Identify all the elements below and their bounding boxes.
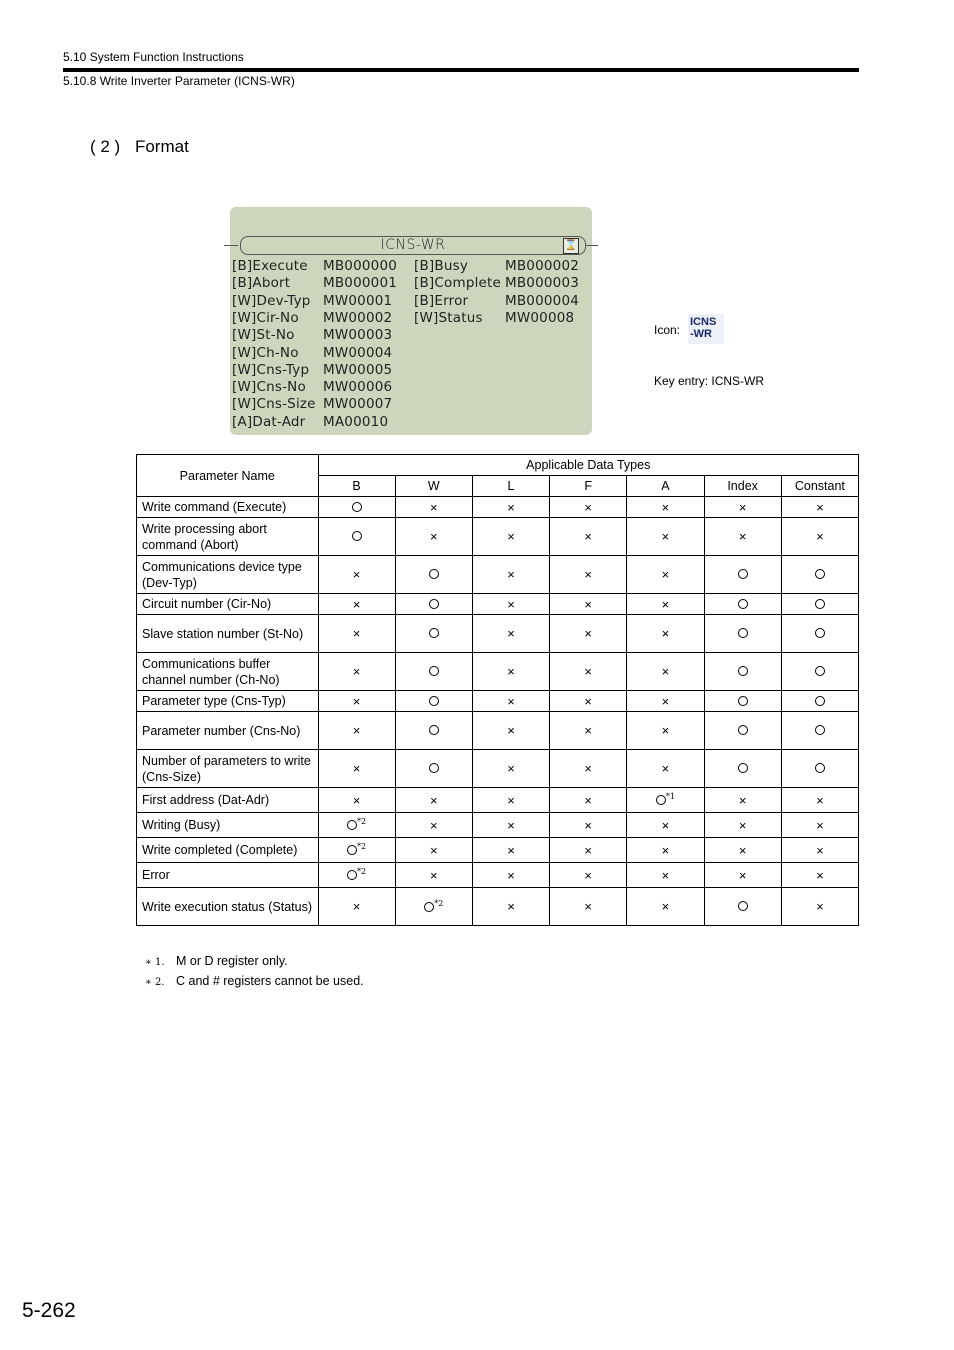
not-allowed-cross-icon: × [738, 529, 747, 544]
data-types-table [136, 454, 859, 926]
type-cell [395, 750, 472, 788]
not-allowed-cross-icon: × [661, 817, 670, 833]
ladder-input-register: MW00006 [323, 379, 393, 396]
allowed-circle-icon [738, 666, 748, 676]
type-cell [472, 556, 549, 594]
icns-wr-icon [688, 314, 724, 344]
type-cell [550, 813, 627, 838]
not-allowed-cross-icon: × [661, 664, 670, 679]
type-cell [395, 838, 472, 863]
footnote-ref: *1 [665, 792, 675, 802]
allowed-circle-icon [815, 666, 825, 676]
column-header-f: F [550, 476, 627, 497]
not-allowed-cross-icon: × [507, 792, 515, 808]
header-subsection: 5.10.8 Write Inverter Parameter (ICNS-WR) [63, 74, 295, 88]
ladder-input-register: MW00007 [323, 396, 393, 413]
not-allowed-cross-icon: × [584, 817, 592, 833]
hourglass-icon: ⌛ [563, 238, 579, 254]
type-cell [627, 888, 704, 926]
ladder-input-label: [W]Cns-No [232, 379, 306, 396]
type-cell [627, 838, 704, 863]
type-cell [472, 863, 549, 888]
type-cell [627, 653, 704, 691]
allowed-circle-icon [429, 666, 439, 676]
type-cell [472, 750, 549, 788]
footnote-ref: *2 [434, 898, 444, 908]
type-cell [472, 615, 549, 653]
type-cell [318, 788, 395, 813]
type-cell [550, 594, 627, 615]
table-row [137, 653, 859, 691]
ladder-output-label: [B]Error [414, 292, 469, 309]
type-cell [318, 691, 395, 712]
section-number: ( 2 ) [90, 137, 121, 156]
ladder-output-register: MB000003 [505, 275, 580, 292]
ladder-input-register: MB000001 [323, 275, 398, 292]
not-allowed-cross-icon: × [507, 499, 515, 515]
not-allowed-cross-icon: × [507, 626, 515, 641]
type-cell [318, 888, 395, 926]
table-row [137, 691, 859, 712]
type-cell [627, 712, 704, 750]
not-allowed-cross-icon: × [816, 842, 824, 858]
type-cell [627, 594, 704, 615]
type-cell [704, 518, 781, 556]
table-row [137, 863, 859, 888]
type-cell [781, 556, 858, 594]
ladder-input-label: [W]Cns-Size [232, 396, 316, 413]
not-allowed-cross-icon: × [661, 596, 670, 612]
type-cell [472, 712, 549, 750]
not-allowed-cross-icon: × [352, 693, 361, 709]
type-cell [472, 497, 549, 518]
section-title [90, 137, 189, 157]
param-name: Write processing abort command (Abort) [137, 518, 319, 556]
type-cell [318, 615, 395, 653]
header-section: 5.10 System Function Instructions [63, 50, 244, 64]
ladder-input-register: MW00005 [323, 361, 393, 378]
table-row [137, 813, 859, 838]
type-cell [781, 813, 858, 838]
not-allowed-cross-icon: × [507, 761, 515, 776]
ladder-input-label: [B]Execute [232, 258, 308, 274]
allowed-circle-icon [429, 763, 439, 773]
type-cell [627, 615, 704, 653]
not-allowed-cross-icon: × [584, 664, 592, 679]
not-allowed-cross-icon: × [584, 761, 592, 776]
type-cell [472, 838, 549, 863]
not-allowed-cross-icon: × [816, 499, 824, 515]
not-allowed-cross-icon: × [430, 817, 438, 833]
type-cell [318, 712, 395, 750]
icon-text-line2: -WR [690, 328, 712, 340]
not-allowed-cross-icon: × [430, 842, 438, 858]
ladder-input-label: [A]Dat-Adr [232, 413, 306, 430]
footnote-ref: *2 [357, 842, 367, 852]
ladder-input-label: [B]Abort [232, 275, 291, 292]
type-cell [318, 750, 395, 788]
column-header-l: L [472, 476, 549, 497]
ladder-title: ICNS-WR [380, 237, 446, 253]
param-name: Parameter type (Cns-Typ) [137, 691, 319, 712]
not-allowed-cross-icon: × [661, 499, 670, 515]
allowed-circle-icon [815, 628, 825, 638]
not-allowed-cross-icon: × [661, 761, 670, 776]
not-allowed-cross-icon: × [584, 842, 592, 858]
not-allowed-cross-icon: × [661, 529, 670, 544]
footnote-1 [145, 954, 288, 968]
type-cell [781, 518, 858, 556]
not-allowed-cross-icon: × [661, 899, 670, 914]
not-allowed-cross-icon: × [584, 596, 592, 612]
not-allowed-cross-icon: × [661, 626, 670, 641]
footnote-ref: *2 [357, 817, 367, 827]
type-cell [627, 863, 704, 888]
not-allowed-cross-icon: × [352, 899, 361, 914]
not-allowed-cross-icon: × [738, 842, 747, 858]
param-name: Communications device type (Dev-Typ) [137, 556, 319, 594]
not-allowed-cross-icon: × [507, 567, 515, 582]
allowed-circle-icon [347, 820, 357, 830]
param-name: Write execution status (Status) [137, 888, 319, 926]
type-cell [704, 888, 781, 926]
type-cell [781, 594, 858, 615]
table-row [137, 518, 859, 556]
type-cell [472, 691, 549, 712]
type-cell [395, 615, 472, 653]
ladder-output-register: MB000004 [505, 292, 580, 309]
type-cell [781, 653, 858, 691]
type-cell [781, 863, 858, 888]
type-cell [704, 497, 781, 518]
not-allowed-cross-icon: × [507, 899, 515, 914]
ladder-input-register: MW00003 [323, 327, 393, 344]
not-allowed-cross-icon: × [507, 596, 515, 612]
not-allowed-cross-icon: × [738, 792, 747, 808]
not-allowed-cross-icon: × [816, 792, 824, 808]
footnote-mark: ∗ 1. [145, 957, 165, 968]
table-row [137, 556, 859, 594]
ladder-output-label: [B]Busy [414, 258, 469, 274]
allowed-circle-icon [738, 599, 748, 609]
not-allowed-cross-icon: × [507, 664, 515, 679]
allowed-circle-icon [429, 628, 439, 638]
type-cell [781, 691, 858, 712]
type-cell [550, 750, 627, 788]
not-allowed-cross-icon: × [352, 596, 361, 612]
not-allowed-cross-icon: × [661, 723, 670, 738]
section-text: Format [134, 137, 189, 156]
not-allowed-cross-icon: × [738, 499, 747, 515]
type-cell [704, 788, 781, 813]
type-cell [318, 863, 395, 888]
allowed-circle-icon [815, 763, 825, 773]
param-name: Number of parameters to write (Cns-Size) [137, 750, 319, 788]
not-allowed-cross-icon: × [507, 842, 515, 858]
applicable-types-header: Applicable Data Types [318, 455, 859, 476]
allowed-circle-icon [738, 901, 748, 911]
type-cell [627, 813, 704, 838]
allowed-circle-icon [738, 628, 748, 638]
type-cell [318, 518, 395, 556]
footnote-2 [145, 974, 364, 988]
footnote-mark: ∗ 2. [145, 977, 165, 988]
type-cell [550, 518, 627, 556]
allowed-circle-icon [347, 870, 357, 880]
not-allowed-cross-icon: × [507, 867, 515, 883]
type-cell [550, 888, 627, 926]
type-cell [550, 863, 627, 888]
allowed-circle-icon [429, 599, 439, 609]
param-name: Error [137, 863, 319, 888]
not-allowed-cross-icon: × [661, 693, 670, 709]
type-cell [318, 838, 395, 863]
not-allowed-cross-icon: × [507, 529, 515, 544]
type-cell [704, 691, 781, 712]
param-name: Communications buffer channel number (Ch-No) [137, 653, 319, 691]
type-cell [781, 712, 858, 750]
icon-text-line1: ICNS [690, 316, 717, 328]
type-cell [472, 888, 549, 926]
type-cell [704, 594, 781, 615]
table-row [137, 594, 859, 615]
ladder-left-line [224, 245, 238, 246]
not-allowed-cross-icon: × [584, 567, 592, 582]
allowed-circle-icon [424, 902, 434, 912]
column-header-a: A [627, 476, 704, 497]
param-name: Parameter number (Cns-No) [137, 712, 319, 750]
ladder-output-label: [B]Complete [414, 275, 502, 292]
type-cell [395, 788, 472, 813]
type-cell [472, 788, 549, 813]
not-allowed-cross-icon: × [816, 817, 824, 833]
type-cell [550, 691, 627, 712]
not-allowed-cross-icon: × [661, 867, 670, 883]
not-allowed-cross-icon: × [352, 761, 361, 776]
allowed-circle-icon [429, 725, 439, 735]
not-allowed-cross-icon: × [816, 867, 824, 883]
type-cell [550, 838, 627, 863]
type-cell [395, 556, 472, 594]
allowed-circle-icon [815, 725, 825, 735]
not-allowed-cross-icon: × [352, 723, 361, 738]
table-row [137, 888, 859, 926]
ladder-input-register: MW00002 [323, 309, 393, 326]
not-allowed-cross-icon: × [738, 817, 747, 833]
column-header-b: B [318, 476, 395, 497]
allowed-circle-icon [347, 845, 357, 855]
type-cell [781, 788, 858, 813]
type-cell [781, 888, 858, 926]
allowed-circle-icon [738, 725, 748, 735]
allowed-circle-icon [429, 569, 439, 579]
table-row [137, 712, 859, 750]
not-allowed-cross-icon: × [507, 693, 515, 709]
not-allowed-cross-icon: × [430, 529, 438, 544]
param-name: Circuit number (Cir-No) [137, 594, 319, 615]
allowed-circle-icon [738, 569, 748, 579]
ladder-input-register: MB000000 [323, 258, 398, 274]
table-row [137, 615, 859, 653]
type-cell [704, 863, 781, 888]
type-cell [472, 653, 549, 691]
ladder-title-bar [240, 236, 586, 255]
ladder-input-label: [W]Cir-No [232, 309, 299, 326]
type-cell [472, 594, 549, 615]
ladder-input-label: [W]Dev-Typ [232, 292, 311, 309]
type-cell [550, 615, 627, 653]
column-header-w: W [395, 476, 472, 497]
type-cell [395, 888, 472, 926]
allowed-circle-icon [352, 531, 362, 541]
type-cell [781, 838, 858, 863]
footnote-text: M or D register only. [176, 954, 288, 968]
not-allowed-cross-icon: × [661, 842, 670, 858]
ladder-input-label: [W]St-No [232, 327, 295, 344]
type-cell [550, 556, 627, 594]
table-row [137, 838, 859, 863]
type-cell [472, 518, 549, 556]
header-rule [63, 68, 859, 72]
type-cell [395, 712, 472, 750]
type-cell [395, 594, 472, 615]
ladder-input-register: MW00001 [323, 292, 393, 309]
ladder-input-register: MA00010 [323, 413, 389, 430]
allowed-circle-icon [352, 502, 362, 512]
column-header-constant: Constant [781, 476, 858, 497]
type-cell [318, 556, 395, 594]
not-allowed-cross-icon: × [661, 567, 670, 582]
allowed-circle-icon [429, 696, 439, 706]
table-row [137, 788, 859, 813]
not-allowed-cross-icon: × [352, 567, 361, 582]
key-entry: Key entry: ICNS-WR [654, 374, 765, 388]
param-name-header: Parameter Name [137, 455, 319, 497]
ladder-right-line [584, 245, 598, 246]
type-cell [550, 788, 627, 813]
type-cell [781, 615, 858, 653]
type-cell [395, 863, 472, 888]
type-cell [627, 497, 704, 518]
not-allowed-cross-icon: × [507, 817, 515, 833]
type-cell [318, 594, 395, 615]
type-cell [318, 813, 395, 838]
type-cell [472, 813, 549, 838]
param-name: First address (Dat-Adr) [137, 788, 319, 813]
type-cell [704, 556, 781, 594]
ladder-output-register: MW00008 [505, 309, 575, 326]
not-allowed-cross-icon: × [584, 499, 592, 515]
type-cell [781, 750, 858, 788]
allowed-circle-icon [738, 763, 748, 773]
ladder-output-label: [W]Status [414, 309, 483, 326]
type-cell [550, 712, 627, 750]
not-allowed-cross-icon: × [352, 626, 361, 641]
not-allowed-cross-icon: × [584, 867, 592, 883]
type-cell [318, 653, 395, 691]
allowed-circle-icon [815, 569, 825, 579]
not-allowed-cross-icon: × [584, 693, 592, 709]
type-cell [627, 788, 704, 813]
type-cell [395, 497, 472, 518]
type-cell [550, 497, 627, 518]
type-cell [550, 653, 627, 691]
param-name: Slave station number (St-No) [137, 615, 319, 653]
type-cell [395, 691, 472, 712]
type-cell [781, 497, 858, 518]
not-allowed-cross-icon: × [584, 723, 592, 738]
not-allowed-cross-icon: × [507, 723, 515, 738]
param-name: Write command (Execute) [137, 497, 319, 518]
not-allowed-cross-icon: × [430, 867, 438, 883]
footnote-text: C and # registers cannot be used. [176, 974, 364, 988]
type-cell [704, 653, 781, 691]
type-cell [704, 615, 781, 653]
param-name: Write completed (Complete) [137, 838, 319, 863]
allowed-circle-icon [656, 795, 666, 805]
ladder-instruction-box [230, 207, 592, 435]
not-allowed-cross-icon: × [584, 626, 592, 641]
column-header-index: Index [704, 476, 781, 497]
type-cell [704, 838, 781, 863]
type-cell [395, 518, 472, 556]
type-cell [395, 653, 472, 691]
allowed-circle-icon [738, 696, 748, 706]
ladder-input-register: MW00004 [323, 344, 393, 361]
page-number: 5-262 [22, 1299, 76, 1322]
not-allowed-cross-icon: × [816, 529, 824, 544]
not-allowed-cross-icon: × [352, 792, 361, 808]
type-cell [704, 750, 781, 788]
type-cell [704, 813, 781, 838]
not-allowed-cross-icon: × [430, 499, 438, 515]
not-allowed-cross-icon: × [816, 899, 824, 914]
type-cell [704, 712, 781, 750]
type-cell [627, 691, 704, 712]
not-allowed-cross-icon: × [738, 867, 747, 883]
ladder-input-label: [W]Cns-Typ [232, 361, 310, 378]
type-cell [627, 518, 704, 556]
not-allowed-cross-icon: × [584, 529, 592, 544]
not-allowed-cross-icon: × [352, 664, 361, 679]
not-allowed-cross-icon: × [430, 792, 438, 808]
ladder-input-label: [W]Ch-No [232, 344, 299, 361]
type-cell [627, 750, 704, 788]
type-cell [395, 813, 472, 838]
allowed-circle-icon [815, 696, 825, 706]
icon-label: Icon: [654, 323, 681, 337]
not-allowed-cross-icon: × [584, 899, 592, 914]
param-name: Writing (Busy) [137, 813, 319, 838]
type-cell [627, 556, 704, 594]
not-allowed-cross-icon: × [584, 792, 592, 808]
type-cell [318, 497, 395, 518]
allowed-circle-icon [815, 599, 825, 609]
table-row [137, 497, 859, 518]
ladder-output-register: MB000002 [505, 258, 580, 274]
footnote-ref: *2 [357, 867, 367, 877]
table-row [137, 750, 859, 788]
